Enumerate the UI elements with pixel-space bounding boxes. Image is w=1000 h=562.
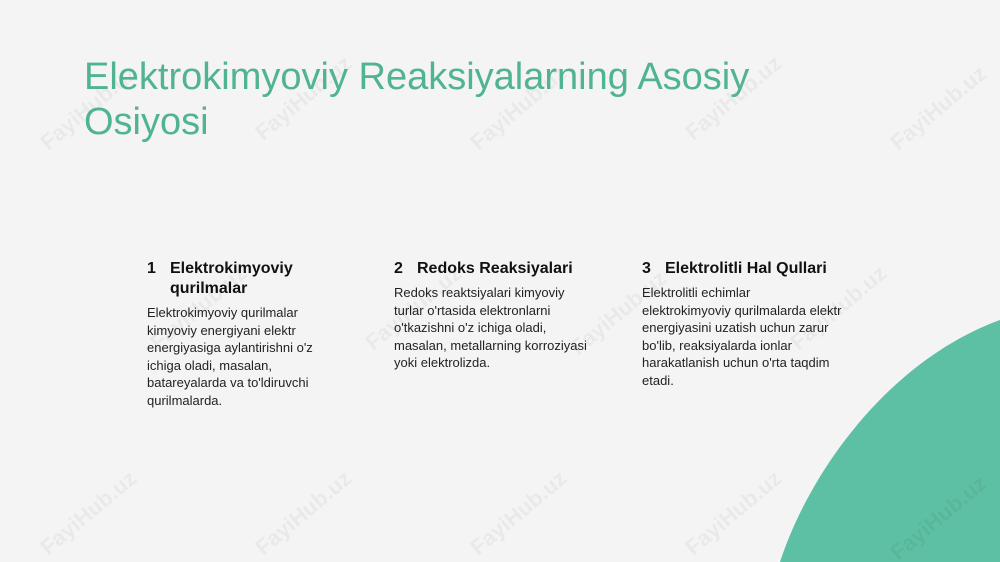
- column-body-text: Redoks reaktsiyalari kimyoviy turlar o'rtasida elektronlarni o'tkazishni o'z ichiga oladi, masalan, metallarning korroziyasi yoki elektrolizda.: [394, 285, 587, 370]
- column-number: 3: [642, 260, 651, 277]
- column-heading: [147, 259, 347, 299]
- content-column-2: [394, 259, 594, 372]
- column-body-text: Elektrolitli echimlar elektrokimyoviy qurilmalarda elektr energiyasini uzatish uchun zarur bo'lib, reaksiyalarda ionlar harakatlanish uchun o'rta taqdim etadi.: [642, 285, 842, 388]
- column-heading: [394, 259, 594, 279]
- column-number: 1: [147, 260, 156, 277]
- column-title: Elektrolitli Hal Qullari: [665, 260, 827, 277]
- column-number: 2: [394, 260, 403, 277]
- column-body-text: Elektrokimyoviy qurilmalar kimyoviy energiyani elektr energiyasiga aylantirishni o'z ichiga oladi, masalan, batareyalarda va to'ldiruvchi qurilmalarda.: [147, 305, 313, 408]
- slide-title: Elektrokimyoviy Reaksiyalarning Asosiy Osiyosi: [84, 56, 750, 143]
- column-title: Elektrokimyoviy qurilmalar: [170, 260, 293, 297]
- column-title: Redoks Reaksiyalari: [417, 260, 573, 277]
- column-heading: [642, 259, 842, 279]
- content-column-1: [147, 259, 347, 409]
- content-column-3: [642, 259, 842, 389]
